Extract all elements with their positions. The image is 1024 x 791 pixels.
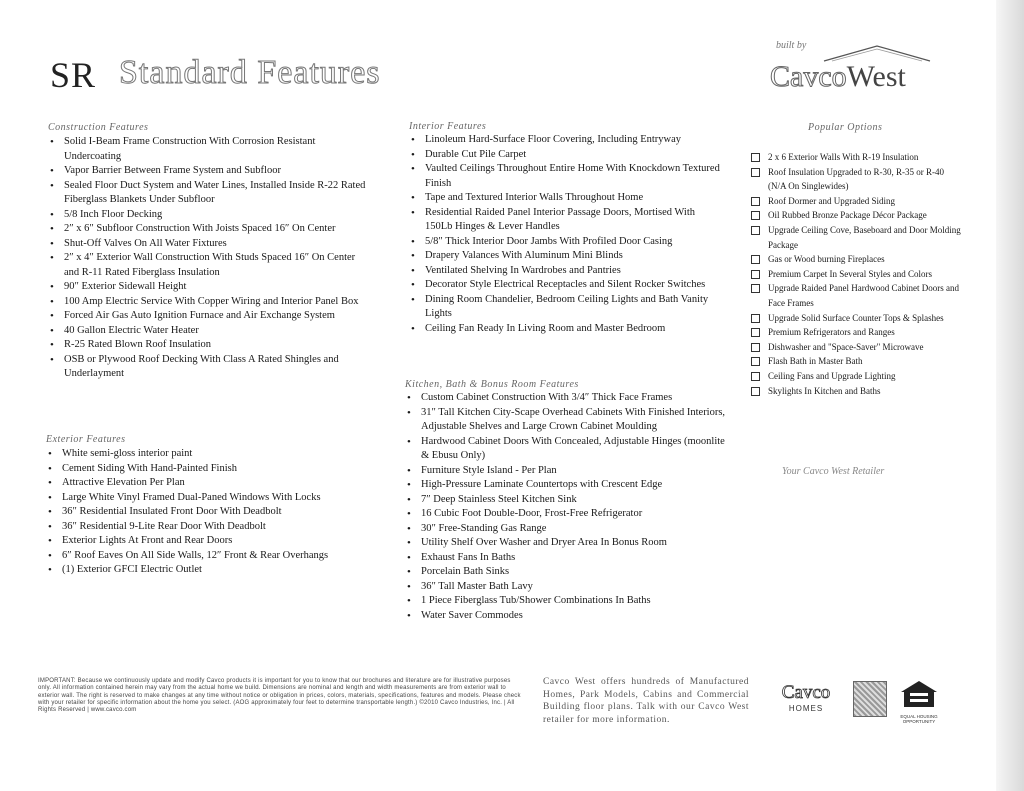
list-item: • Large White Vinyl Framed Dual-Paned Windows With Locks [47, 491, 372, 506]
list-item: • Dining Room Chandelier, Bedroom Ceiling Lights and Bath Vanity Lights [410, 293, 722, 322]
list-item: • Durable Cut Pile Carpet [410, 148, 722, 163]
list-item: • Exhaust Fans In Baths [406, 551, 726, 566]
list-item: • Attractive Elevation Per Plan [47, 476, 372, 491]
interior-title: Interior Features [409, 121, 487, 132]
list-item: Upgrade Solid Surface Counter Tops & Splashes [751, 311, 961, 326]
list-item: • Residential Raided Panel Interior Passage Doors, Mortised With 150Lb Hinges & Lever Handles [410, 206, 722, 235]
list-item: Premium Refrigerators and Ranges [751, 325, 961, 340]
list-item: • Hardwood Cabinet Doors With Concealed, Adjustable Hinges (moonlite & Ebusu Only) [406, 435, 726, 464]
disclaimer-text: IMPORTANT: Because we continuously update and modify Cavco products it is important for you to know that our brochures and literature are for illustrative purposes only. All information contained herein may vary from the actual home we build. Dimensions are nominal and length and width measurements are from exterior wall to exterior wall. The right is reserved to make changes at any time without notice or obligation in prices, colors, materials, specifications, features and models. Please check with your retailer for specific information about the home you select. (AOG approximately four feet to determine transportable length.) ©2010 Cavco Industries, Inc. | All Rights Reserved | www.cavco.com [38, 678, 521, 714]
list-item: • (1) Exterior GFCI Electric Outlet [47, 563, 372, 578]
page-edge-shadow [996, 0, 1024, 791]
list-item: • Porcelain Bath Sinks [406, 565, 726, 580]
list-item: • Water Saver Commodes [406, 609, 726, 624]
model-code: SR [50, 55, 97, 95]
kitchen-list [406, 391, 726, 623]
list-item: • High-Pressure Laminate Countertops with Crescent Edge [406, 478, 726, 493]
exterior-title: Exterior Features [46, 434, 126, 445]
options-title: Popular Options [808, 122, 883, 133]
list-item: • Solid I-Beam Frame Construction With Corrosion Resistant Undercoating [49, 135, 367, 164]
list-item: • Ceiling Fan Ready In Living Room and Master Bedroom [410, 322, 722, 337]
interior-list [410, 133, 722, 336]
list-item: • 36″ Tall Master Bath Lavy [406, 580, 726, 595]
list-item: • 30″ Free-Standing Gas Range [406, 522, 726, 537]
list-item: • White semi-gloss interior paint [47, 447, 372, 462]
list-item: • Tape and Textured Interior Walls Throughout Home [410, 191, 722, 206]
list-item: • 2″ x 6″ Subfloor Construction With Joists Spaced 16″ On Center [49, 222, 367, 237]
list-item: • 40 Gallon Electric Water Heater [49, 324, 367, 339]
eho-caption: EQUAL HOUSING OPPORTUNITY [900, 714, 938, 724]
list-item: • Custom Cabinet Construction With 3/4″ Thick Face Frames [406, 391, 726, 406]
logo-cavco: Cavco [770, 60, 847, 93]
list-item: Upgrade Ceiling Cove, Baseboard and Door Molding Package [751, 223, 961, 252]
list-item: • Vaulted Ceilings Throughout Entire Home With Knockdown Textured Finish [410, 162, 722, 191]
list-item: • 36″ Residential 9-Lite Rear Door With Deadbolt [47, 520, 372, 535]
list-item: • Linoleum Hard-Surface Floor Covering, Including Entryway [410, 133, 722, 148]
exterior-list [47, 447, 372, 578]
list-item: Gas or Wood burning Fireplaces [751, 252, 961, 267]
list-item: • 5/8 Inch Floor Decking [49, 208, 367, 223]
cavco-west-logo [770, 38, 945, 98]
list-item: • Forced Air Gas Auto Ignition Furnace and Air Exchange System [49, 309, 367, 324]
list-item: • Drapery Valances With Aluminum Mini Blinds [410, 249, 722, 264]
list-item: • 36″ Residential Insulated Front Door With Deadbolt [47, 505, 372, 520]
retailer-label: Your Cavco West Retailer [782, 466, 885, 477]
equal-housing-icon [897, 679, 941, 724]
hud-seal-icon [853, 681, 887, 717]
list-item: • Cement Siding With Hand-Painted Finish [47, 462, 372, 477]
list-item: • R-25 Rated Blown Roof Insulation [49, 338, 367, 353]
cavco-blurb: Cavco West offers hundreds of Manufactured Homes, Park Models, Cabins and Commercial Building floor plans. Talk with our Cavco West retailer for more information. [543, 677, 749, 725]
list-item: • Exterior Lights At Front and Rear Doors [47, 534, 372, 549]
list-item: Ceiling Fans and Upgrade Lighting [751, 369, 961, 384]
list-item: Oil Rubbed Bronze Package Décor Package [751, 208, 961, 223]
list-item: • Shut-Off Valves On All Water Fixtures [49, 237, 367, 252]
list-item: • OSB or Plywood Roof Decking With Class A Rated Shingles and Underlayment [49, 353, 367, 382]
cavco-homes-sub: HOMES [788, 704, 824, 713]
list-item: Roof Insulation Upgraded to R-30, R-35 or R-40 (N/A On Singlewides) [751, 165, 961, 194]
kitchen-title: Kitchen, Bath & Bonus Room Features [405, 379, 579, 390]
list-item: • 1 Piece Fiberglass Tub/Shower Combinations In Baths [406, 594, 726, 609]
logo-wordmark [770, 60, 906, 94]
list-item: • Vapor Barrier Between Frame System and Subfloor [49, 164, 367, 179]
options-list [751, 150, 961, 398]
list-item: Roof Dormer and Upgraded Siding [751, 194, 961, 209]
list-item: • Ventilated Shelving In Wardrobes and Pantries [410, 264, 722, 279]
list-item: • Furniture Style Island - Per Plan [406, 464, 726, 479]
list-item: 2 x 6 Exterior Walls With R-19 Insulation [751, 150, 961, 165]
list-item: • 100 Amp Electric Service With Copper Wiring and Interior Panel Box [49, 295, 367, 310]
list-item: • 5/8″ Thick Interior Door Jambs With Profiled Door Casing [410, 235, 722, 250]
cavco-homes-word: Cavco [781, 682, 831, 703]
construction-list [49, 135, 367, 382]
list-item: Flash Bath in Master Bath [751, 354, 961, 369]
list-item: • 31″ Tall Kitchen City-Scape Overhead Cabinets With Finished Interiors, Adjustable Shelves and Large Crown Cabinet Moulding [406, 406, 726, 435]
list-item: Premium Carpet In Several Styles and Colors [751, 267, 961, 282]
list-item: Upgrade Raided Panel Hardwood Cabinet Doors and Face Frames [751, 281, 961, 310]
list-item: • 2″ x 4″ Exterior Wall Construction With Studs Spaced 16″ On Center and R-11 Rated Fiberglass Insulation [49, 251, 367, 280]
list-item: Skylights In Kitchen and Baths [751, 384, 961, 399]
page-title: Standard Features [119, 54, 381, 91]
list-item: • 6″ Roof Eaves On All Side Walls, 12″ Front & Rear Overhangs [47, 549, 372, 564]
list-item: • 90″ Exterior Sidewall Height [49, 280, 367, 295]
list-item: Dishwasher and "Space-Saver" Microwave [751, 340, 961, 355]
list-item: • Utility Shelf Over Washer and Dryer Area In Bonus Room [406, 536, 726, 551]
construction-title: Construction Features [48, 122, 149, 133]
house-icon [899, 679, 939, 709]
list-item: • 7″ Deep Stainless Steel Kitchen Sink [406, 493, 726, 508]
list-item: • Decorator Style Electrical Receptacles and Silent Rocker Switches [410, 278, 722, 293]
logo-west: West [846, 60, 906, 93]
logo-built-by: built by [776, 40, 807, 51]
list-item: • Sealed Floor Duct System and Water Lines, Installed Inside R-22 Rated Fiberglass Blankets Under Subfloor [49, 179, 367, 208]
cavco-homes-logo [781, 682, 831, 722]
list-item: • 16 Cubic Foot Double-Door, Frost-Free Refrigerator [406, 507, 726, 522]
